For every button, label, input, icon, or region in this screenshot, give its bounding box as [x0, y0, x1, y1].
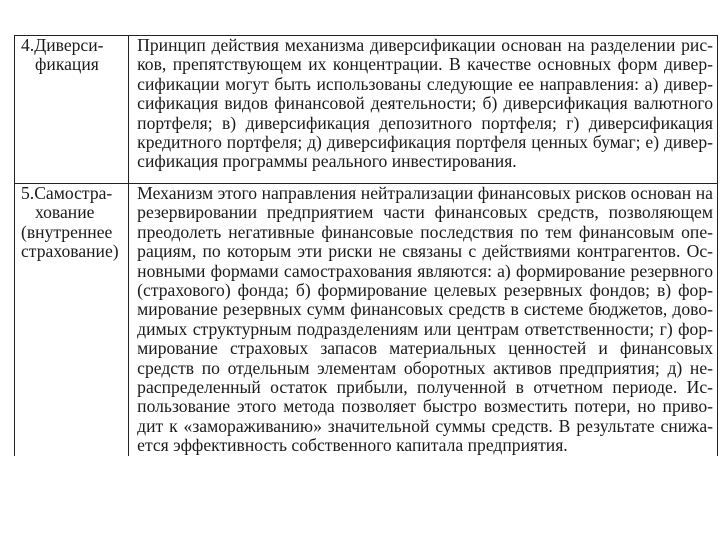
description-line: димых структурным подразделениям или центрам ответственности; г) фор- — [137, 318, 713, 339]
description-line: рациям, по которым эти риски не связаны с действиями контрагентов. Ос- — [137, 241, 713, 262]
description-line: резервировании предприятием части финансовых средств, позволяющем — [137, 202, 713, 223]
description-line: мирование резервных сумм финансовых средств в системе бюджетов, дово- — [137, 299, 713, 320]
description-line: преодолеть негативные финансовые последствия по тем финансовым опе- — [137, 221, 713, 242]
description-line: ется эффективность собственного капитала предприятия. — [137, 435, 568, 456]
description-line: (страхового) фонда; б) формирование целевых резервных фондов; в) фор- — [137, 280, 713, 301]
description-line: сификация программы реального инвестирования. — [137, 151, 517, 172]
description-line: Механизм этого направления нейтрализации финансовых рисков основан на — [137, 183, 713, 203]
description-line: сификации могут быть использованы следующие ее направления: а) дивер- — [137, 73, 713, 94]
method-name-line: (внутреннее — [21, 221, 113, 242]
method-name-line: 5.Самостра- — [21, 183, 113, 203]
description-line: средств по отдельным элементам оборотных активов предприятия; д) не- — [137, 357, 713, 378]
method-description-cell — [129, 184, 718, 456]
description-line: ков, препятствующем их концентрации. В качестве основных форм дивер- — [137, 54, 713, 75]
method-description-cell — [129, 36, 718, 184]
description-line: пользование этого метода позволяет быстро возместить потери, но приво- — [137, 396, 713, 417]
description-line: сификация видов финансовой деятельности; б) диверсификация валютного — [137, 93, 713, 114]
risk-methods-table — [14, 35, 718, 456]
method-name-cell — [15, 184, 129, 456]
table-row-diversification — [15, 36, 718, 184]
method-name-line: фикация — [35, 54, 99, 75]
method-name-cell — [15, 36, 129, 184]
method-name-line: 4.Диверси- — [21, 35, 104, 55]
description-line: распределенный остаток прибыли, полученной в отчетном периоде. Ис- — [137, 377, 713, 398]
description-line: кредитного портфеля; д) диверсификация портфеля ценных бумаг; е) дивер- — [137, 132, 713, 153]
method-name-line: хование — [35, 202, 95, 223]
description-line: Принцип действия механизма диверсификации основан на разделении рис- — [137, 35, 713, 55]
description-line: новными формами самострахования являются: а) формирование резервного — [137, 260, 713, 281]
description-line: портфеля; в) диверсификация депозитного портфеля; г) диверсификация — [137, 112, 713, 133]
description-line: мирование страховых запасов материальных ценностей и финансовых — [137, 338, 713, 359]
method-name-line: страхование) — [21, 241, 119, 262]
table-row-self-insurance — [15, 184, 718, 456]
description-line: дит к «замораживанию» значительной суммы средств. В результате снижа- — [137, 415, 713, 436]
